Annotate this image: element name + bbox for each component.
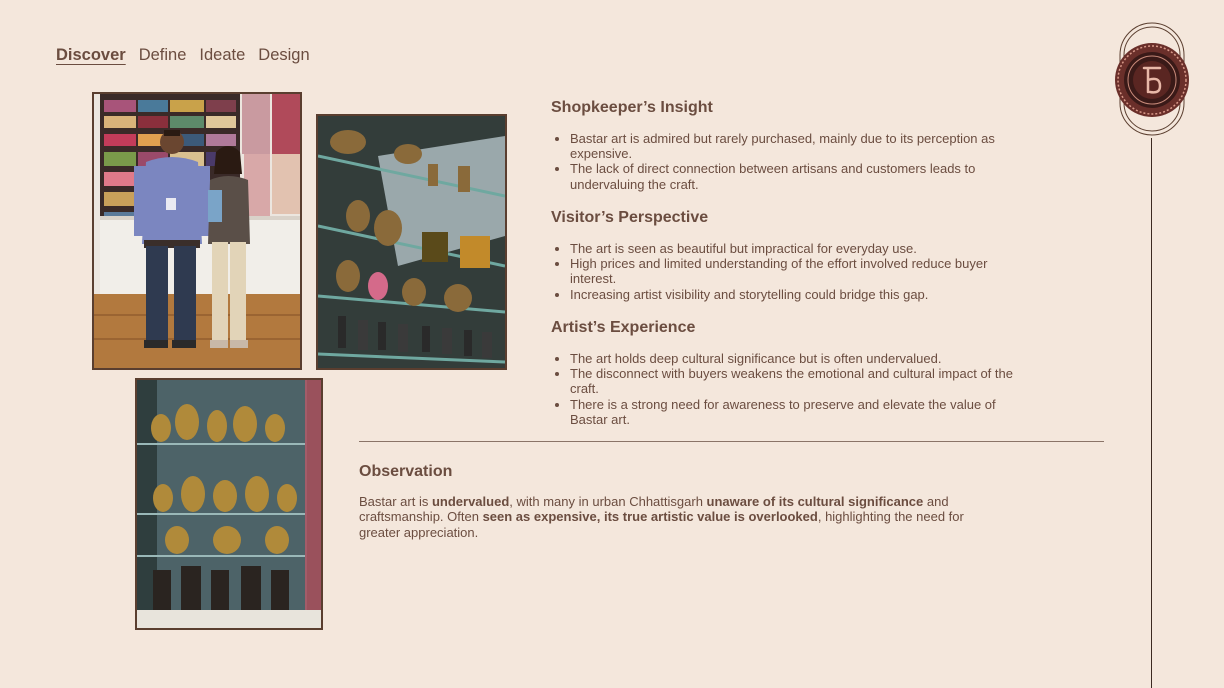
observation-text-part: Bastar art is bbox=[359, 494, 432, 509]
bastar-emblem-icon bbox=[1114, 22, 1190, 138]
bullet-list bbox=[551, 131, 1021, 192]
list-item: • The disconnect with buyers weakens the emotional and cultural impact of the craft. bbox=[570, 366, 1021, 396]
list-item: • There is a strong need for awareness to preserve and elevate the value of Bastar art. bbox=[570, 397, 1021, 427]
section-title: Visitor’s Perspective bbox=[551, 209, 709, 226]
nav-design[interactable]: Design bbox=[258, 46, 310, 64]
observation-emphasis: undervalued bbox=[431, 494, 510, 509]
section-title: Shopkeeper’s Insight bbox=[551, 99, 713, 116]
photo-shelf-figurines bbox=[316, 114, 507, 370]
top-nav bbox=[56, 46, 310, 65]
list-item: • High prices and limited understanding of the effort involved reduce buyer interest. bbox=[570, 256, 1021, 286]
observation-section bbox=[359, 463, 969, 540]
section-artist-experience bbox=[551, 319, 1021, 427]
photo-brass-cabinet bbox=[135, 378, 323, 630]
observation-emphasis: seen as expensive, its true artistic value is overlooked bbox=[482, 509, 818, 525]
section-shopkeeper-insight bbox=[551, 99, 1021, 192]
nav-define[interactable]: Define bbox=[138, 46, 187, 64]
bullet-list bbox=[551, 351, 1021, 427]
list-item: • Increasing artist visibility and storytelling could bridge this gap. bbox=[570, 287, 1021, 302]
photo-shopkeeper-visitor bbox=[92, 92, 302, 370]
observation-title: Observation bbox=[359, 463, 453, 480]
list-item: • The art is seen as beautiful but impractical for everyday use. bbox=[570, 241, 1021, 256]
observation-text bbox=[359, 494, 969, 540]
list-item: • The art holds deep cultural significance but is often undervalued. bbox=[570, 351, 1021, 366]
vertical-rule bbox=[1151, 138, 1152, 688]
observation-text-part: and craftsmanship. Often bbox=[359, 494, 949, 525]
observation-text-part: , with many in urban Chhattisgarh bbox=[509, 494, 707, 509]
bullet-list bbox=[551, 241, 1021, 302]
observation-text-part: , highlighting the need for greater appreciation. bbox=[359, 509, 964, 540]
list-item: • Bastar art is admired but rarely purchased, mainly due to its perception as expensive. bbox=[570, 131, 1021, 161]
nav-ideate[interactable]: Ideate bbox=[199, 46, 246, 64]
section-visitor-perspective bbox=[551, 209, 1021, 302]
nav-discover[interactable]: Discover bbox=[56, 46, 126, 64]
list-item: • The lack of direct connection between artisans and customers leads to undervaluing the craft. bbox=[570, 161, 1021, 191]
observation-emphasis: unaware of its cultural significance bbox=[706, 494, 924, 509]
section-title: Artist’s Experience bbox=[551, 319, 696, 336]
section-divider bbox=[359, 441, 1104, 442]
